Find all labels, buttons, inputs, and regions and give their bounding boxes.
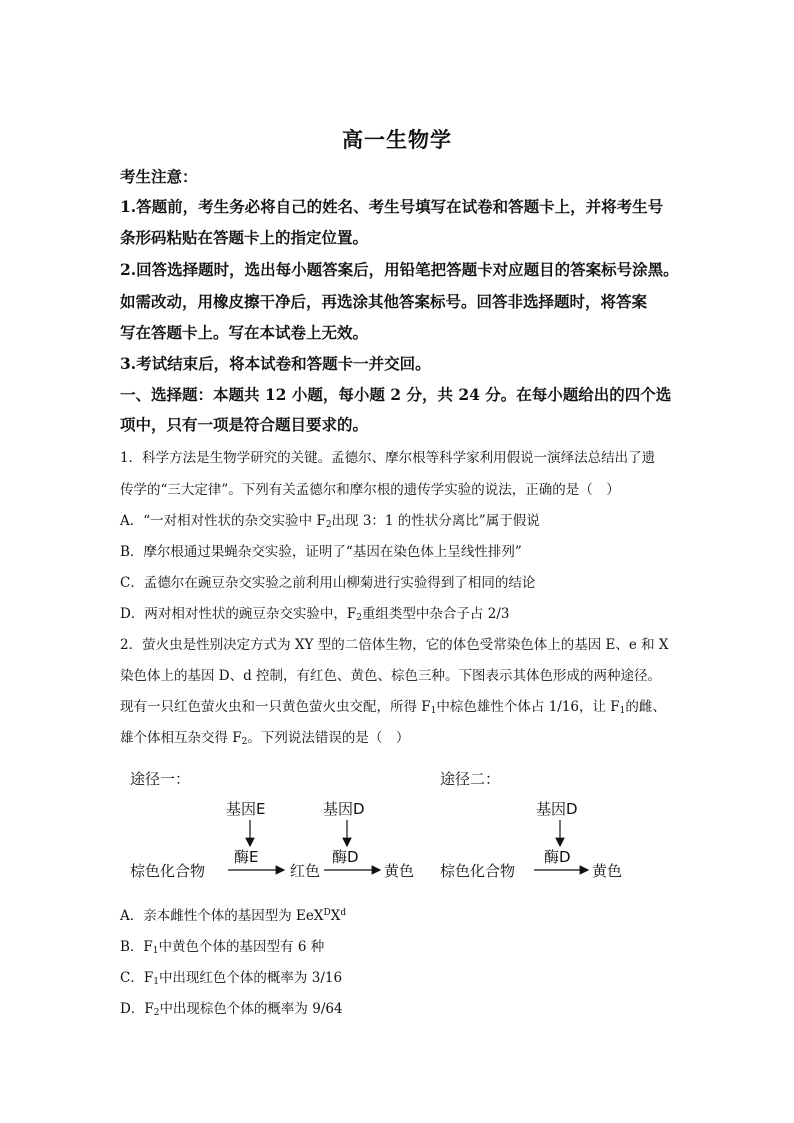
notice-line: 2.回答选择题时，选出每小题答案后，用铅笔把答题卡对应题目的答案标号涂黑。 <box>120 260 679 279</box>
path2-start: 棕色化合物 <box>440 862 516 880</box>
q1-stem: 1．科学方法是生物学研究的关键。孟德尔、摩尔根等科学家利用假说一演绎法总结出了遗 <box>120 450 656 466</box>
notice-line: 写在答题卡上。写在本试卷上无效。 <box>120 323 369 342</box>
q1-option-a: A．“一对相对性状的杂交实验中 $F_2$出现 3：1 的性状分离比”属于假说 <box>120 513 540 530</box>
path1-end: 黄色 <box>384 862 415 880</box>
q2-stem: 现有一只红色萤火虫和一只黄色萤火虫交配，所得 $F_1$中棕色雄性个体占 1/16，让 $F_1$的雌、 <box>120 699 666 716</box>
path1-gene-d: 基因D <box>323 800 365 818</box>
q1-option-d: D．两对相对性状的豌豆杂交实验中，$F_2$重组类型中杂合子占 2/3 <box>120 606 510 623</box>
q1-stem: 传学的“三大定律”。下列有关孟德尔和摩尔根的遗传学实验的说法，正确的是（ ） <box>120 482 620 498</box>
section-heading-cont: 项中，只有一项是符合题目要求的。 <box>120 415 369 434</box>
notice-line: 3.考试结束后，将本试卷和答题卡一并交回。 <box>120 354 431 373</box>
notice-line: 1.答题前，考生务必将自己的姓名、考生号填写在试卷和答题卡上，并将考生号 <box>120 197 664 216</box>
path1-label: 途径一： <box>130 770 191 788</box>
q1-option-b: B．摩尔根通过果蝇杂交实验，证明了“基因在染色体上呈线性排列” <box>120 544 522 560</box>
path2-gene-d: 基因D <box>536 800 578 818</box>
path1-enzyme-d: 酶D <box>332 848 359 866</box>
path1-gene-e: 基因E <box>226 800 266 818</box>
pathway-diagram <box>120 762 680 892</box>
q2-stem: 雄个体相互杂交得 $F_2$。下列说法错误的是（ ） <box>120 730 410 747</box>
path2-end: 黄色 <box>592 862 623 880</box>
section-heading: 一、选择题：本题共 12 小题，每小题 2 分，共 24 分。在每小题给出的四个选 <box>120 385 672 404</box>
q2-stem: 染色体上的基因 D、d 控制，有红色、黄色、棕色三种。下图表示其体色形成的两种途径。 <box>120 668 662 684</box>
path2-enzyme-d: 酶D <box>544 848 571 866</box>
path1-enzyme-e: 酶E <box>234 848 259 866</box>
notice-heading: 考生注意： <box>120 167 198 186</box>
q2-option-a: A．亲本雌性个体的基因型为 $EeX^DX^d$ <box>120 908 347 924</box>
q2-stem: 2．萤火虫是性别决定方式为 XY 型的二倍体生物，它的体色受常染色体上的基因 E、e 和 X <box>120 637 669 653</box>
notice-line: 如需改动，用橡皮擦干净后，再选涂其他答案标号。回答非选择题时，将答案 <box>120 292 648 311</box>
q2-option-c: C．$F_1$中出现红色个体的概率为 3/16 <box>120 970 343 987</box>
path1-start: 棕色化合物 <box>130 862 206 880</box>
q1-option-c: C．孟德尔在豌豆杂交实验之前利用山柳菊进行实验得到了相同的结论 <box>120 575 536 591</box>
page-title: 高一生物学 <box>342 127 452 152</box>
path1-mid: 红色 <box>290 862 321 880</box>
notice-line: 条形码粘贴在答题卡上的指定位置。 <box>120 228 369 247</box>
path2-label: 途径二： <box>440 770 501 788</box>
q2-option-b: B．$F_1$中黄色个体的基因型有 6 种 <box>120 939 325 956</box>
q2-option-d: D．$F_2$中出现棕色个体的概率为 9/64 <box>120 1001 343 1018</box>
